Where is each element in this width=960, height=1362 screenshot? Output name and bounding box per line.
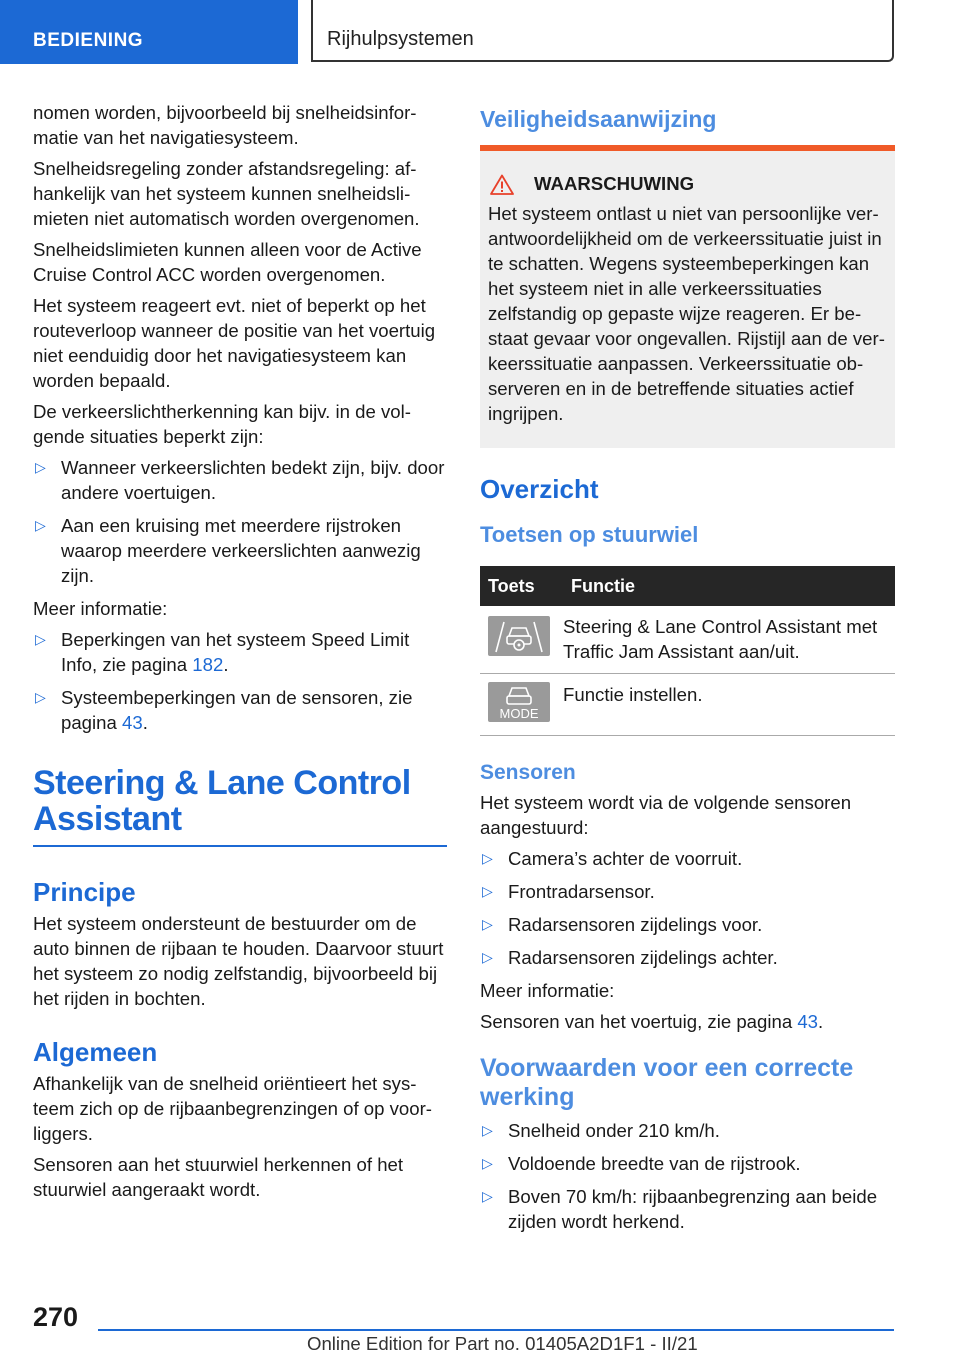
list-item: ▷ Radarsensoren zijdelings achter. [482,947,778,968]
triangle-bullet-icon: ▷ [482,1122,493,1138]
mode-button-icon [488,682,550,722]
list-item: ▷ Snelheid onder 210 km/h. [482,1120,720,1141]
page-title: Steering & Lane Control Assistant [33,764,411,838]
paragraph: Sensoren aan het stuurwiel herkennen of het stuurwiel aangeraakt wordt. [33,1154,404,1200]
triangle-bullet-icon: ▷ [482,1188,493,1204]
triangle-bullet-icon: ▷ [482,850,493,866]
triangle-bullet-icon: ▷ [482,883,493,899]
triangle-bullet-icon: ▷ [482,916,493,932]
paragraph: Het systeem reageert evt. niet of beperkt op het routeverloop wanneer de positie van het voertuig niet eenduidig door het navigatiesysteem kan worden bepaald. [33,295,436,391]
list-item: ▷ Beperkingen van het systeem Speed Limit Info, zie pagina 182. [35,629,410,675]
left-column [33,100,447,1208]
requirements-list [480,1118,895,1234]
page-link[interactable]: 43 [122,712,143,733]
list-item: ▷ Voldoende breedte van de rijstrook. [482,1153,801,1174]
list-item: ▷ Boven 70 km/h: rijbaanbegrenzing aan beide zijden wordt herkend. [482,1186,878,1232]
chapter-header [311,0,894,62]
section-heading: Algemeen [33,1037,158,1067]
triangle-bullet-icon: ▷ [482,949,493,965]
list-item: ▷ Systeembeperkingen van de sensoren, zie pagina 43. [35,687,413,733]
paragraph: Het systeem wordt via de volgende sensoren aangestuurd: [480,792,852,838]
paragraph: nomen worden, bijvoorbeeld bij snelheidsinformatie van het navigatiesysteem. [33,102,417,148]
lane-assist-button-icon [488,616,550,656]
bullet-list [33,455,447,588]
paragraph: Snelheidslimieten kunnen alleen voor de Active Cruise Control ACC worden overgenomen. [33,239,422,285]
reference-list [33,627,447,735]
sensor-list [480,846,895,970]
footer-rule [98,1329,894,1331]
page-number: 270 [33,1302,79,1332]
svg-text:MODE: MODE [499,706,539,721]
section-label: BEDIENING [33,30,144,51]
list-item: ▷ Aan een kruising met meerdere rijstroken waarop meerdere verkeerslichten aanwezig zijn. [35,515,421,586]
key-table [480,566,895,736]
list-item: ▷ Radarsensoren zijdelings voor. [482,914,763,935]
section-heading: Voorwaarden voor een correcte werking [480,1054,854,1111]
subsection-heading: Sensoren [480,761,576,784]
more-info-label: Meer informatie: [33,598,168,619]
paragraph: De verkeerslichtherkenning kan bijv. in de volgende situaties beperkt zijn: [33,401,411,447]
table-row [480,606,895,674]
right-column [480,100,895,1242]
list-item: ▷ Camera’s achter de voorruit. [482,848,743,869]
paragraph: Snelheidsregeling zonder afstandsregeling: afhankelijk van het systeem kunnen snelheidslimieten niet automatisch worden overgenomen. [33,158,420,229]
paragraph: Het systeem ondersteunt de bestuurder om de auto binnen de rijbaan te houden. Daarvoor stuurt het systeem zo nodig zelfstandig, bijvoorbeeld bij het rijden in bochten. [33,913,444,1009]
triangle-bullet-icon: ▷ [35,459,46,475]
warning-box [480,151,895,448]
title-divider [33,845,447,847]
section-heading: Veiligheidsaanwijzing [480,106,717,132]
more-info-label: Meer informatie: [480,980,615,1001]
paragraph: Sensoren van het voertuig, zie pagina 43. [480,1011,824,1032]
triangle-bullet-icon: ▷ [35,689,46,705]
paragraph: Afhankelijk van de snelheid oriëntieert het systeem zich op de rijbaanbegrenzingen of op voorliggers. [33,1073,432,1144]
table-cell: Functie instellen. [563,674,895,736]
triangle-bullet-icon: ▷ [35,517,46,533]
section-heading: Principe [33,877,136,907]
page-link[interactable]: 43 [797,1011,819,1032]
triangle-bullet-icon: ▷ [35,631,46,647]
warning-text: Het systeem ontlast u niet van persoonlijke verantwoordelijkheid om de verkeerssituatie juist in te schatten. Wegens systeembeperkingen kan het systeem niet in alle verkeerssituaties zelfstandig op gepaste wijze reageren. Er bestaat gevaar voor ongevallen. Rijstijl aan de verkeerssituatie aanpassen. Verkeerssituatie observeren en in de betreffende situaties actief ingrijpen. [488,203,885,424]
triangle-bullet-icon: ▷ [482,1155,493,1171]
subsection-heading: Toetsen op stuurwiel [480,522,699,547]
page-link[interactable]: 182 [192,654,224,675]
list-item: ▷ Frontradarsensor. [482,881,655,902]
table-row [480,674,895,736]
section-heading: Overzicht [480,474,599,504]
table-header-function: Functie [563,566,895,606]
chapter-title: Rijhulpsystemen [327,28,474,50]
edition-note: Online Edition for Part no. 01405A2D1F1 - II/21 [307,1333,698,1354]
list-item: ▷ Wanneer verkeerslichten bedekt zijn, bijv. door andere voertuigen. [35,457,445,503]
table-cell: Steering & Lane Control Assistant met Traffic Jam Assistant aan/uit. [563,606,895,674]
section-tab [0,0,298,64]
warning-triangle-icon [490,174,514,195]
warning-title: WAARSCHUWING [488,173,885,195]
table-header-key: Toets [480,566,563,606]
